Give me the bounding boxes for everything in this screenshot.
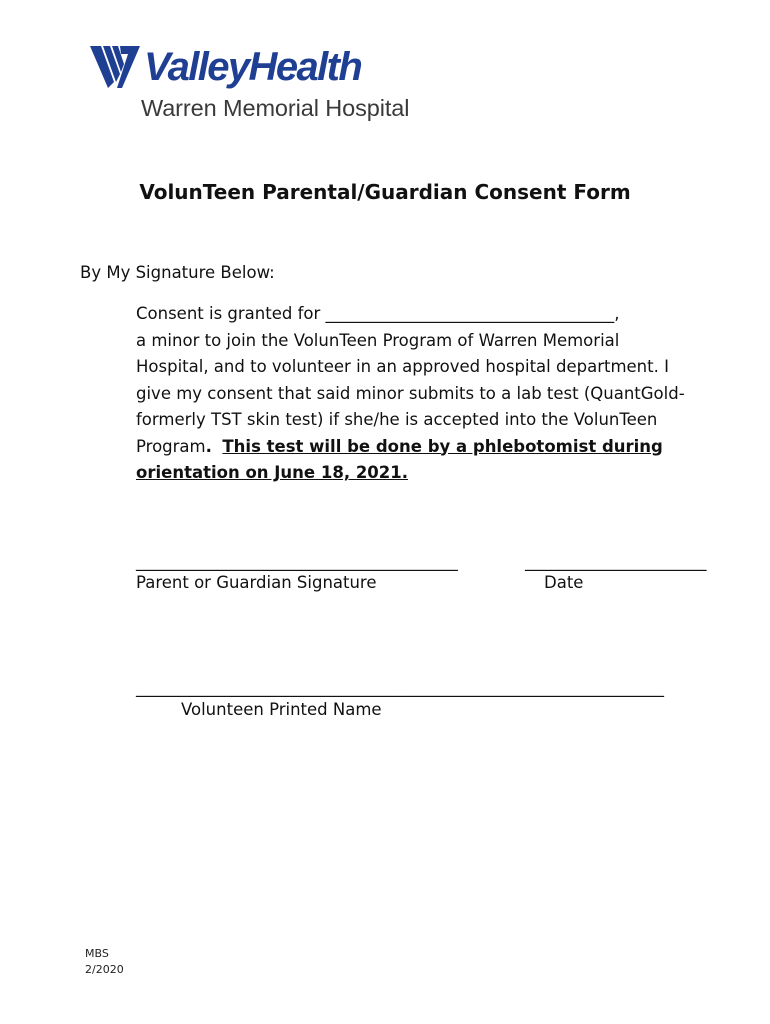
consent-line-5: formerly TST skin test) if she/he is accepted into the VolunTeen [136, 410, 658, 429]
consent-emphasis-line-1: This test will be done by a phlebotomist during [222, 436, 663, 456]
guardian-signature-field[interactable]: _______________________________________ [136, 552, 458, 571]
consent-line-2: a minor to join the VolunTeen Program of Warren Memorial [136, 330, 620, 350]
volunteen-printed-name-label: Volunteen Printed Name [181, 700, 382, 719]
volunteen-printed-name-field[interactable]: ________________________________________________________________ [136, 678, 664, 697]
logo-brand-name: ValleyHealth [144, 45, 362, 89]
consent-line-6 [136, 434, 696, 461]
consent-line-7 [136, 460, 696, 487]
consent-line-3: Hospital, and to volunteer in an approved hospital department. I [136, 357, 669, 376]
guardian-signature-label: Parent or Guardian Signature [136, 573, 377, 592]
consent-line-4: give my consent that said minor submits to a lab test (QuantGold- [136, 383, 685, 403]
consent-paragraph [136, 301, 696, 487]
consent-period: . [205, 436, 212, 456]
valley-health-logo-mark-icon [90, 46, 140, 88]
date-field[interactable]: ______________________ [525, 552, 707, 571]
intro-text: By My Signature Below: [80, 263, 275, 282]
logo-hospital-name: Warren Memorial Hospital [141, 95, 410, 121]
consent-emphasis-line-2: orientation on June 18, 2021. [136, 463, 409, 482]
footer-date: 2/2020 [85, 963, 124, 976]
consent-line-1: Consent is granted for ___________________________________, [136, 304, 620, 323]
page-title: VolunTeen Parental/Guardian Consent Form [139, 180, 631, 204]
valley-health-logo [90, 44, 450, 126]
consent-program-word: Program [136, 436, 206, 456]
footer-initials: MBS [85, 947, 109, 960]
date-label: Date [544, 573, 584, 592]
footer-revision [85, 946, 124, 978]
